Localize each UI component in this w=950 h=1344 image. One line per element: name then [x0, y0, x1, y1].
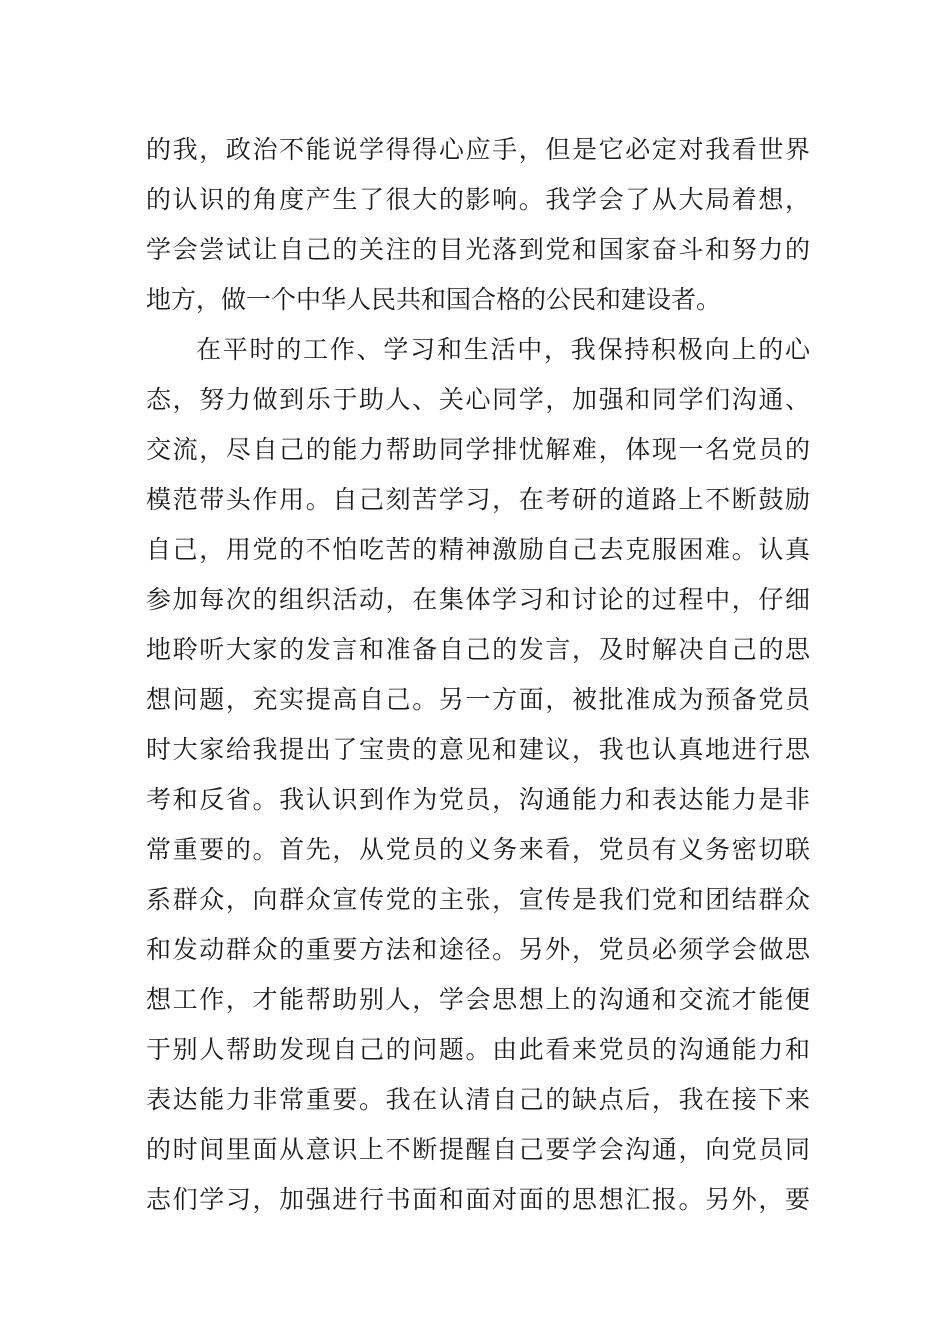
- paragraph-line: 模范带头作用。自己刻苦学习，在考研的道路上不断鼓励: [146, 485, 810, 514]
- paragraph-line: 交流，尽自己的能力帮助同学排忧解难，体现一名党员的: [146, 435, 810, 464]
- paragraph-line: 于别人帮助发现自己的问题。由此看来党员的沟通能力和: [146, 1035, 810, 1064]
- paragraph-line: 的认识的角度产生了很大的影响。我学会了从大局着想，: [146, 185, 810, 214]
- paragraph-line: 的我，政治不能说学得得心应手，但是它必定对我看世界: [146, 135, 810, 164]
- paragraph-line: 地方，做一个中华人民共和国合格的公民和建设者。: [146, 285, 722, 314]
- paragraph-line: 考和反省。我认识到作为党员，沟通能力和表达能力是非: [146, 785, 810, 814]
- paragraph-line: 自己，用党的不怕吃苦的精神激励自己去克服困难。认真: [146, 535, 810, 564]
- paragraph-line: 想工作，才能帮助别人，学会思想上的沟通和交流才能便: [146, 985, 810, 1014]
- paragraph-line: 和发动群众的重要方法和途径。另外，党员必须学会做思: [146, 935, 810, 964]
- paragraph-line: 系群众，向群众宣传党的主张，宣传是我们党和团结群众: [146, 885, 810, 914]
- paragraph-line: 常重要的。首先，从党员的义务来看，党员有义务密切联: [146, 835, 810, 864]
- paragraph-line: 想问题，充实提高自己。另一方面，被批准成为预备党员: [146, 685, 810, 714]
- paragraph-line: 学会尝试让自己的关注的目光落到党和国家奋斗和努力的: [146, 235, 810, 264]
- paragraph-line: 时大家给我提出了宝贵的意见和建议，我也认真地进行思: [146, 735, 810, 764]
- paragraph-line: 参加每次的组织活动，在集体学习和讨论的过程中，仔细: [146, 585, 810, 614]
- paragraph-line: 地聆听大家的发言和准备自己的发言，及时解决自己的思: [146, 635, 810, 664]
- paragraph-line: 表达能力非常重要。我在认清自己的缺点后，我在接下来: [146, 1085, 810, 1114]
- paragraph-line: 态，努力做到乐于助人、关心同学，加强和同学们沟通、: [146, 385, 810, 414]
- paragraph-line: 志们学习，加强进行书面和面对面的思想汇报。另外，要: [146, 1185, 810, 1214]
- paragraph-line: 在平时的工作、学习和生活中，我保持积极向上的心: [196, 335, 810, 364]
- paragraph-line: 的时间里面从意识上不断提醒自己要学会沟通，向党员同: [146, 1135, 810, 1164]
